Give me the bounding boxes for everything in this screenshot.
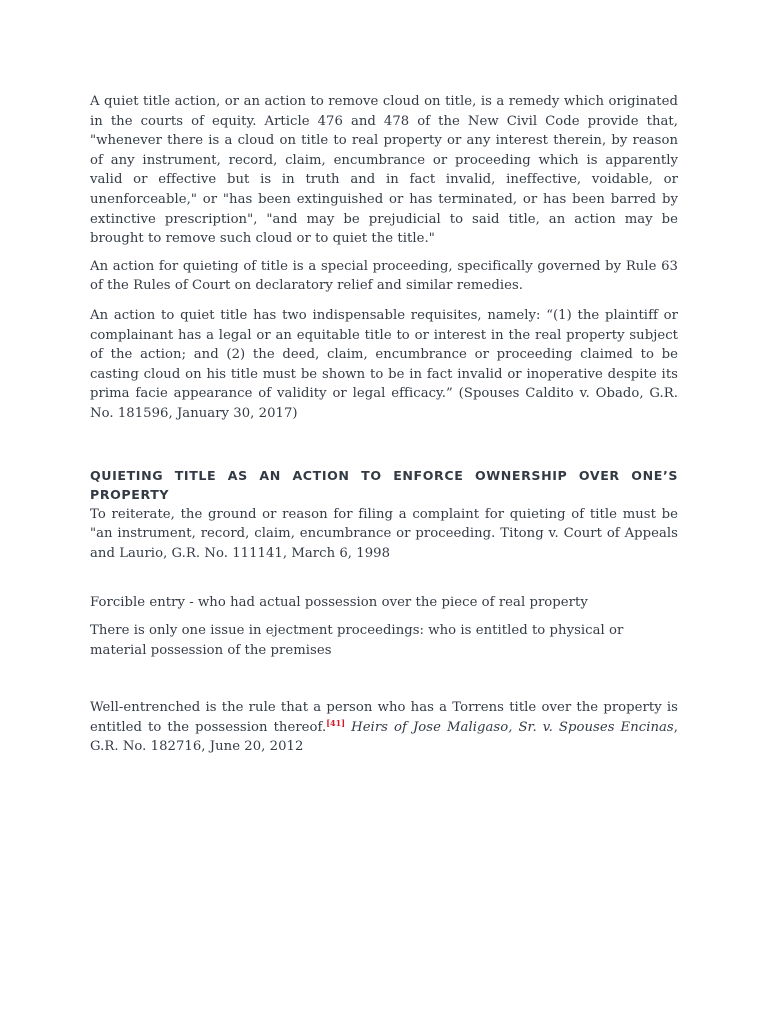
- torrens-text: Well-entrenched is the rule that a person who has a Torrens title over the property is entitled to the possession thereof.: [90, 700, 678, 735]
- citation-details: , G.R. No. 182716, June 20, 2012: [90, 719, 678, 755]
- paragraph-forcible-entry: Forcible entry - who had actual possession over the piece of real property: [90, 595, 588, 611]
- paragraph-ejectment-issue: There is only one issue in ejectment proceedings: who is entitled to physical or material possession of the premises: [90, 623, 624, 658]
- paragraph-quiet-title-definition: A quiet title action, or an action to remove cloud on title, is a remedy which originated in the courts of equity. Article 476 and 478 of the New Civil Code provide that, "whenever there is a cloud on title to real property or any interest therein, by reason of any instrument, record, claim, encumbrance or proceeding which is apparently valid or effective but is in truth and in fact invalid, ineffective, voidable, or unenforceable," or "has been extinguished or has terminated, or has been barred by extinctive prescription", "and may be prejudicial to said title, an action may be brought to remove such cloud or to quiet the title.": [90, 94, 678, 247]
- section-heading: QUIETING TITLE AS AN ACTION TO ENFORCE OWNERSHIP OVER ONE’S PROPERTY: [90, 467, 678, 503]
- citation-case-name: Heirs of Jose Maligaso, Sr. v. Spouses Encinas: [345, 719, 674, 735]
- footnote-reference[interactable]: [41]: [326, 717, 346, 728]
- paragraph-ground-for-complaint: To reiterate, the ground or reason for filing a complaint for quieting of title must be "an instrument, record, claim, encumbrance or proceeding. Titong v. Court of Appeals and Laurio, G.R. No. 111141, March 6, 1998: [90, 506, 678, 561]
- paragraph-torrens-title: [90, 698, 678, 757]
- paragraph-special-proceeding: An action for quieting of title is a special proceeding, specifically governed by Rule 63 of the Rules of Court on declaratory relief and similar remedies.: [90, 258, 678, 294]
- document-body: [90, 92, 678, 757]
- paragraph-requisites: An action to quiet title has two indispensable requisites, namely: “(1) the plaintiff or complainant has a legal or an equitable title to or interest in the real property subject of the action; and (2) the deed, claim, encumbrance or proceeding claimed to be casting cloud on his title must be shown to be in fact invalid or inoperative despite its prima facie appearance of validity or legal efficacy.” (Spouses Caldito v. Obado, G.R. No. 181596, January 30, 2017): [90, 307, 678, 421]
